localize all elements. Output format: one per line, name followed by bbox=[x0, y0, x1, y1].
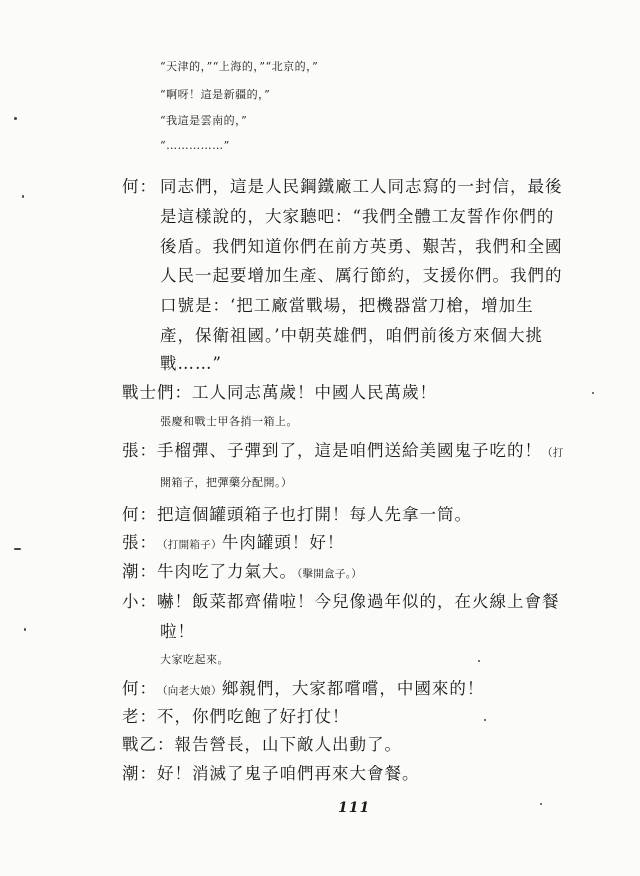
he-text-2: 把這個罐頭箱子也打開！每人先拿一筒。 bbox=[157, 505, 472, 524]
quote-line-4: “……………” bbox=[160, 139, 230, 152]
speaker-zhanyi: 戰乙： bbox=[122, 735, 175, 754]
zhanyi-line bbox=[122, 734, 402, 756]
zhang-note-a: （打 bbox=[542, 447, 564, 459]
scan-speck bbox=[592, 392, 594, 394]
page-number: 111 bbox=[338, 800, 371, 816]
he-note-3: （向老大娘） bbox=[157, 685, 222, 697]
speaker-he: 何： bbox=[122, 177, 157, 196]
stage-direction-2: 大家吃起來。 bbox=[160, 653, 229, 666]
xiao-text-1: 嚇！飯菜都齊備啦！今兒像過年似的，在火線上會餐 bbox=[157, 592, 560, 611]
soldiers-text: 工人同志萬歲！中國人民萬歲！ bbox=[192, 383, 437, 402]
scan-speck bbox=[14, 117, 17, 120]
speaker-xiao: 小： bbox=[122, 592, 157, 611]
zhang-note-b: 開箱子，把彈藥分配開。） bbox=[160, 476, 293, 489]
speaker-lao: 老： bbox=[122, 707, 157, 726]
scan-speck bbox=[22, 195, 24, 198]
quote-line-2: “啊呀！這是新疆的，” bbox=[160, 88, 271, 101]
chao-text-2: 好！消滅了鬼子咱們再來大會餐。 bbox=[157, 764, 420, 783]
speaker-chao: 潮： bbox=[122, 562, 157, 581]
zhang-line-1 bbox=[122, 440, 564, 464]
xiao-line-1 bbox=[122, 591, 560, 613]
letter-line-7: 戰……” bbox=[160, 354, 222, 373]
scan-speck bbox=[14, 548, 21, 550]
quote-line-1: “天津的，”“上海的，”“北京的，” bbox=[160, 60, 319, 73]
letter-line-3: 後盾。我們知道你們在前方英勇、艱苦，我們和全國 bbox=[160, 237, 563, 256]
scan-speck bbox=[24, 628, 26, 631]
letter-line-6: 產，保衛祖國。’中朝英雄們，咱們前後方來個大挑 bbox=[160, 326, 543, 345]
he-line-2 bbox=[122, 504, 472, 526]
zhanyi-text: 報告營長，山下敵人出動了。 bbox=[174, 735, 402, 754]
chao-line-2 bbox=[122, 763, 420, 785]
chao-line-1 bbox=[122, 561, 362, 585]
speaker-he-3: 何： bbox=[122, 679, 157, 698]
lao-text: 不，你們吃飽了好打仗！ bbox=[157, 707, 350, 726]
letter-line-1: 同志們，這是人民鋼鐵廠工人同志寫的一封信，最後 bbox=[160, 177, 563, 196]
zhang-text-2: 牛肉罐頭！好！ bbox=[221, 533, 345, 552]
quote-line-3: “我這是雲南的，” bbox=[160, 114, 248, 127]
stage-direction-1: 張慶和戰士甲各捎一箱上。 bbox=[160, 415, 298, 428]
speaker-chao-2: 潮： bbox=[122, 764, 157, 783]
chao-text-1: 牛肉吃了力氣大。 bbox=[157, 562, 297, 581]
zhang-line-2 bbox=[122, 532, 344, 556]
he-text-3: 鄉親們，大家都嚐嚐，中國來的！ bbox=[221, 679, 485, 698]
he-line-3 bbox=[122, 678, 484, 702]
scan-speck bbox=[484, 719, 486, 721]
chao-note-1: （擊開盒子。） bbox=[297, 568, 363, 580]
xiao-text-2: 啦！ bbox=[160, 622, 195, 641]
letter-line-4: 人民一起要增加生產、厲行節約，支援你們。我們的 bbox=[160, 266, 563, 285]
lao-line bbox=[122, 706, 350, 728]
zhang-note-2: （打開箱子） bbox=[157, 539, 222, 551]
letter-line-5: 口號是：‘把工廠當戰場，把機器當刀槍，增加生 bbox=[160, 296, 534, 315]
soldiers-line bbox=[122, 382, 437, 404]
zhang-text-1: 手榴彈、子彈到了，這是咱們送給美國鬼子吃的！ bbox=[157, 441, 542, 460]
scan-speck bbox=[478, 660, 480, 662]
speaker-zhang: 張： bbox=[122, 441, 157, 460]
scan-speck bbox=[540, 803, 542, 805]
speaker-soldiers: 戰士們： bbox=[122, 383, 192, 402]
speaker-he-2: 何： bbox=[122, 505, 157, 524]
speaker-zhang-2: 張： bbox=[122, 533, 157, 552]
letter-line-2: 是這樣說的，大家聽吧：“我們全體工友誓作你們的 bbox=[160, 207, 555, 226]
